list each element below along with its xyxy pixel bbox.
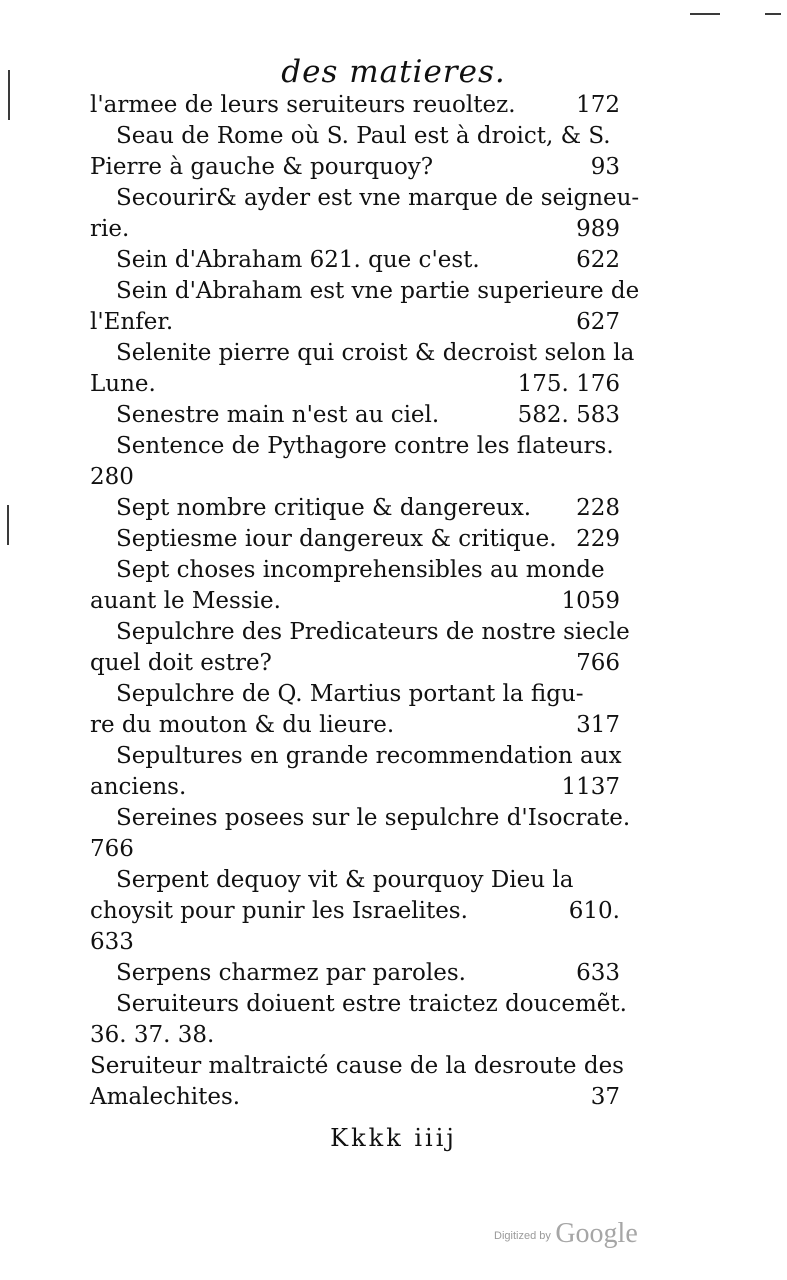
- google-logo: Google: [555, 1218, 638, 1249]
- entry-text: re du mouton & du lieure.: [90, 712, 395, 738]
- index-line: [90, 369, 620, 400]
- index-line: [90, 679, 620, 710]
- digitized-prefix: Digitized by: [494, 1230, 551, 1242]
- entry-text: 633: [90, 929, 134, 955]
- page-reference: 627: [576, 309, 620, 335]
- page-reference: 622: [576, 247, 620, 273]
- index-line: [90, 896, 620, 927]
- entry-text: 280: [90, 464, 134, 490]
- entry-text: choysit pour punir les Israelites.: [90, 898, 468, 924]
- page-reference: 229: [576, 526, 620, 552]
- entry-text: Sepultures en grande recommendation aux: [116, 743, 622, 769]
- page-reference: 610.: [568, 898, 620, 924]
- entry-text: Sereines posees sur le sepulchre d'Isocrate.: [116, 805, 631, 831]
- entry-text: Serpent dequoy vit & pourquoy Dieu la: [116, 867, 574, 893]
- index-line: [90, 307, 620, 338]
- entry-text: Sepulchre de Q. Martius portant la figu-: [116, 681, 584, 707]
- entry-text: Sein d'Abraham est vne partie superieure de: [116, 278, 640, 304]
- page-reference: 175. 176: [517, 371, 620, 397]
- page-reference: 1137: [561, 774, 620, 800]
- page-reference: 37: [590, 1084, 620, 1110]
- index-line: [90, 338, 635, 369]
- page-reference: 766: [576, 650, 620, 676]
- index-line: [90, 586, 620, 617]
- page-reference: 1059: [561, 588, 620, 614]
- index-line: [90, 276, 640, 307]
- entry-text: l'Enfer.: [90, 309, 174, 335]
- index-line: [90, 90, 620, 121]
- entry-text: Pierre à gauche & pourquoy?: [90, 154, 434, 180]
- index-line: [90, 834, 620, 865]
- scan-edge-top: [690, 13, 720, 15]
- page-reference: 989: [576, 216, 620, 242]
- index-line: [90, 183, 640, 214]
- index-entries: [90, 90, 640, 1113]
- entry-text: Sein d'Abraham 621. que c'est.: [116, 247, 480, 273]
- entry-text: rie.: [90, 216, 130, 242]
- index-line: [90, 617, 630, 648]
- index-line: [90, 772, 620, 803]
- entry-text: l'armee de leurs seruiteurs reuoltez.: [90, 92, 516, 118]
- index-line: [90, 431, 620, 462]
- index-line: [90, 493, 620, 524]
- index-line: [90, 803, 631, 834]
- index-line: [90, 865, 620, 896]
- entry-text: Sept nombre critique & dangereux.: [116, 495, 532, 521]
- entry-text: Sepulchre des Predicateurs de nostre siecle: [116, 619, 630, 645]
- index-line: [90, 245, 620, 276]
- entry-text: auant le Messie.: [90, 588, 281, 614]
- entry-text: Sept choses incomprehensibles au monde: [116, 557, 605, 583]
- entry-text: Sentence de Pythagore contre les flateurs.: [116, 433, 614, 459]
- entry-text: quel doit estre?: [90, 650, 272, 676]
- entry-text: Secourir& ayder est vne marque de seigneu-: [116, 185, 640, 211]
- index-line: [90, 524, 620, 555]
- index-line: [90, 1082, 620, 1113]
- page-reference: 633: [576, 960, 620, 986]
- entry-text: Senestre main n'est au ciel.: [116, 402, 440, 428]
- page-reference: 93: [590, 154, 620, 180]
- entry-text: Lune.: [90, 371, 156, 397]
- index-line: [90, 927, 620, 958]
- page-title: des matieres.: [281, 54, 506, 90]
- index-line: [90, 1051, 624, 1082]
- entry-text: Amalechites.: [90, 1084, 241, 1110]
- digitized-watermark: [494, 1218, 638, 1250]
- entry-text: Seruiteur maltraicté cause de la desroute des: [90, 1053, 624, 1079]
- index-line: [90, 1020, 620, 1051]
- index-line: [90, 462, 620, 493]
- index-line: [90, 152, 620, 183]
- page-reference: 172: [576, 92, 620, 118]
- entry-text: Seau de Rome où S. Paul est à droict, & S.: [116, 123, 611, 149]
- index-line: [90, 400, 620, 431]
- entry-text: Selenite pierre qui croist & decroist selon la: [116, 340, 635, 366]
- index-line: [90, 989, 627, 1020]
- entry-text: anciens.: [90, 774, 187, 800]
- entry-text: 766: [90, 836, 134, 862]
- scan-edge-top-right: [765, 13, 781, 15]
- index-line: [90, 958, 620, 989]
- index-line: [90, 741, 620, 772]
- entry-text: Seruiteurs doiuent estre traictez doucemẽt.: [116, 991, 627, 1017]
- index-line: [90, 710, 620, 741]
- index-line: [90, 214, 620, 245]
- page-reference: 582. 583: [517, 402, 620, 428]
- entry-text: Serpens charmez par paroles.: [116, 960, 466, 986]
- page-reference: 228: [576, 495, 620, 521]
- scan-edge-left-lower: [7, 505, 9, 545]
- entry-text: 36. 37. 38.: [90, 1022, 215, 1048]
- index-line: [90, 121, 620, 152]
- page-reference: 317: [576, 712, 620, 738]
- index-line: [90, 648, 620, 679]
- signature-mark: Kkkk iiij: [330, 1124, 457, 1152]
- entry-text: Septiesme iour dangereux & critique.: [116, 526, 557, 552]
- index-line: [90, 555, 620, 586]
